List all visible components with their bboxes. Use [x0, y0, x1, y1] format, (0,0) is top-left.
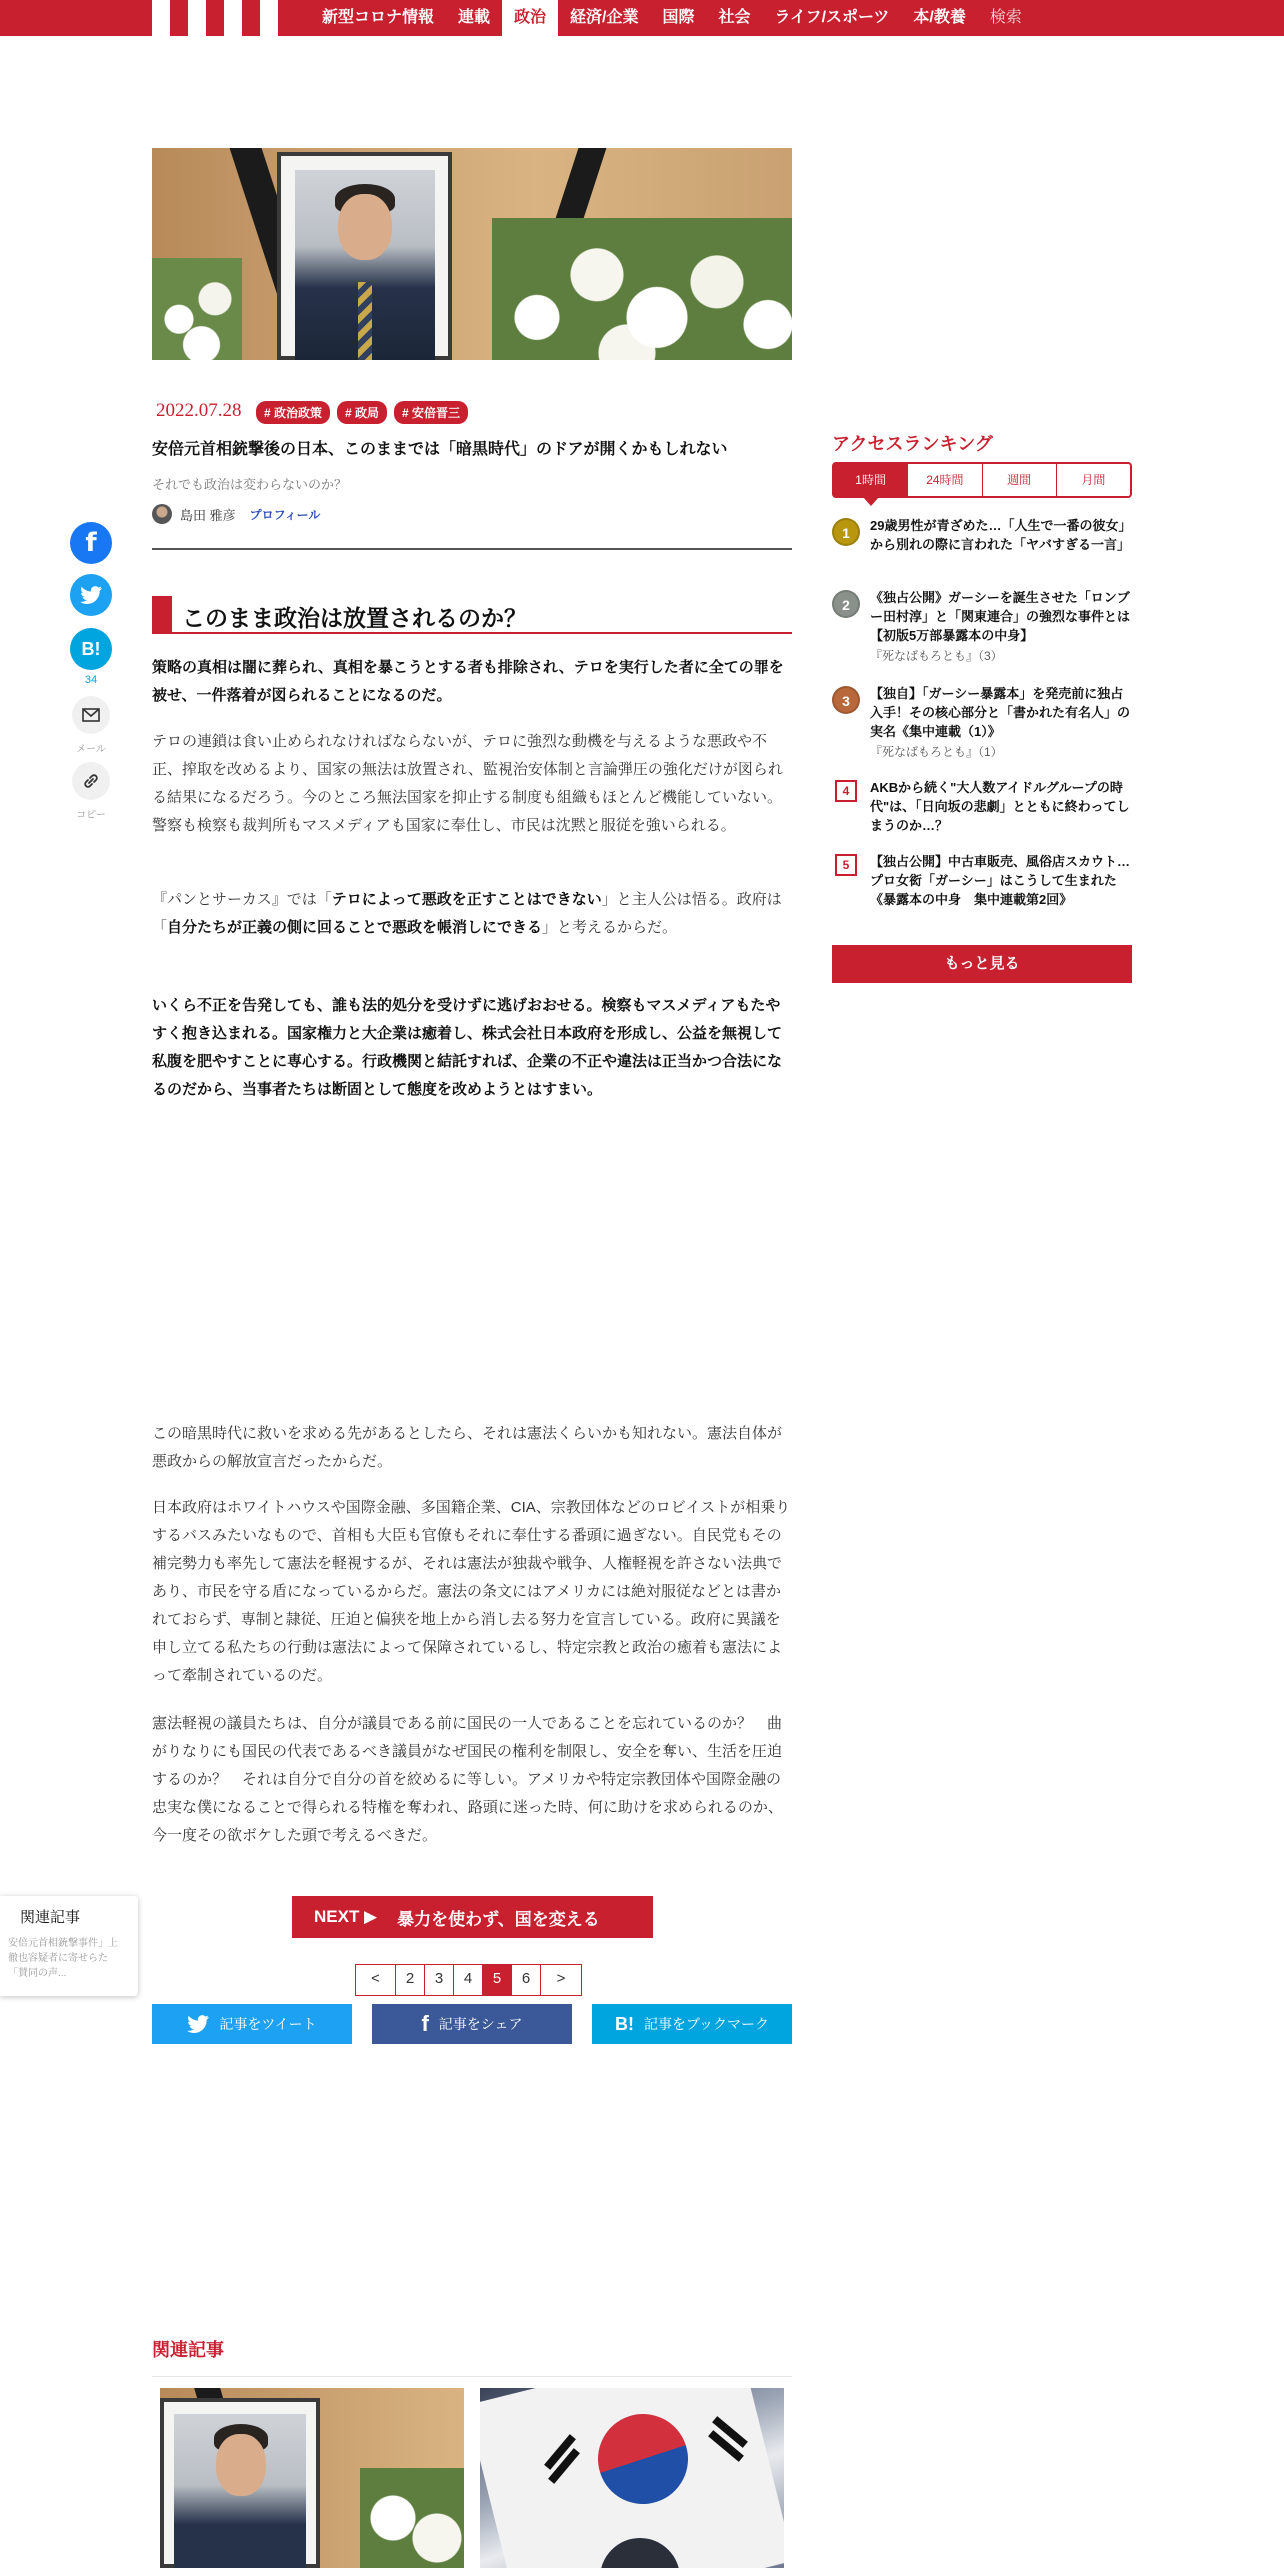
- article-date: 2022.07.28: [156, 400, 242, 421]
- nav-item-society[interactable]: 社会: [718, 9, 751, 26]
- rank-badge: 5: [835, 854, 857, 876]
- nav-item-politics[interactable]: 政治: [502, 0, 558, 36]
- next-label: NEXT ▶: [314, 1907, 378, 1926]
- ranking-title: 【独自】「ガーシー暴露本」を発売前に独占入手！その核心部分と「書かれた有名人」の実名《集中連載（1）》 『死なばもろとも』（1）: [870, 684, 1132, 762]
- nav-item-series[interactable]: 連載: [458, 9, 491, 26]
- ranking-source: 『死なばもろとも』（3）: [870, 649, 1003, 663]
- pager-page-4[interactable]: 4: [454, 1965, 483, 1995]
- nav-menu: [310, 0, 1034, 36]
- related-article-image-2[interactable]: [480, 2388, 784, 2568]
- author-line: [152, 504, 320, 524]
- paragraph-3: 『パンとサーカス』では「テロによって悪政を正すことはできない」と主人公は悟る。政府は「自分たちが正義の側に回ることで悪政を帳消しにできる」と考えるからだ。: [152, 891, 782, 936]
- paragraph-1: 策略の真相は闇に葬られ、真相を暴こうとする者も排除され、テロを実行した者に全ての罪を被せ、一件落着が図られることになるのだ。: [152, 659, 784, 704]
- nav-item-life-sports[interactable]: ライフ/スポーツ: [774, 9, 890, 26]
- ranking-tab-24hours[interactable]: 24時間: [908, 464, 982, 496]
- paragraph-6: 日本政府はホワイトハウスや国際金融、多国籍企業、CIA、宗教団体などのロビイストが相乗りするバスみたいなもので、首相も大臣も官僚もそれに奉仕する番頭に過ぎない。自民党もその補完勢力も率先して憲法を軽視するが、それは憲法が独裁や戦争、人権軽視を許さない法典であり、市民を守る盾になっているからだ。憲法の条文にはアメリカには絶対服従などとは書かれておらず、専制と隷従、圧迫と偏狭を地上から消し去る努力を宣言している。政府に異議を申し立てる私たちの行動は憲法によって保障されているし、特定宗教と政治の癒着も憲法によって牽制されているのだ。: [152, 1499, 791, 1684]
- related-divider: [152, 2376, 792, 2377]
- tweet-button[interactable]: [152, 2004, 352, 2044]
- ranking-title: 《独占公開》ガーシーを誕生させた「ロンブー田村淳」と「関東連合」の強烈な事件とは【初版5万部暴露本の中身】 『死なばもろとも』（3）: [870, 588, 1132, 666]
- section-heading-text: このまま政治は放置されるのか？: [182, 605, 527, 631]
- next-page-button[interactable]: [292, 1896, 653, 1938]
- article-title: 安倍元首相銃撃後の日本、このままでは「暗黒時代」のドアが開くかもしれない: [152, 441, 728, 458]
- nav-item-international[interactable]: 国際: [662, 9, 695, 26]
- author-name: 島田 雅彦: [180, 507, 236, 523]
- related-article-image-1[interactable]: [160, 2388, 464, 2568]
- ranking-tab-monthly[interactable]: 月間: [1081, 473, 1106, 487]
- site-logo[interactable]: [152, 0, 290, 36]
- related-float-card[interactable]: [0, 1896, 138, 1996]
- hatena-count: 34: [84, 674, 98, 686]
- hatena-bookmark-icon[interactable]: B!: [70, 628, 112, 670]
- pager-page-5-current[interactable]: 5: [483, 1965, 512, 1995]
- paragraph-4: いくら不正を告発しても、誰も法的処分を受けずに逃げおおせる。検察もマスメディアもたやすく抱き込まれる。国家権力と大企業は癒着し、株式会社日本政府を形成し、公益を無視して私腹を肥やすことに専心する。行政機関と結託すれば、企業の不正や違法は正当かつ合法になるのだから、当事者たちは断固として態度を改めようとはすまい。: [152, 997, 783, 1098]
- tag-abe[interactable]: # 安倍晋三: [394, 401, 468, 424]
- author-avatar: [152, 504, 172, 524]
- pager-page-2[interactable]: 2: [396, 1965, 425, 1995]
- rank-badge: 1: [832, 518, 860, 546]
- portrait-frame: [277, 152, 452, 360]
- ranking-tab-weekly[interactable]: 週間: [983, 464, 1057, 496]
- next-title: 暴力を使わず、国を変える: [397, 1909, 600, 1929]
- related-heading: 関連記事: [152, 2340, 224, 2360]
- paragraph-2: テロの連鎖は食い止められなければならないが、テロに強烈な動機を与えるような悪政や不正、搾取を改めるより、国家の無法は放置され、監視治安体制と言論弾圧の強化だけが図られる結果になるだろう。今のところ無法国家を抑止する制度も組織もほとんど機能していない。警察も検察も裁判所もマスメディアも国家に奉仕し、市民は沈黙と服従を強いられる。: [152, 733, 783, 834]
- ranking-tab-1hour[interactable]: 1時間: [834, 464, 908, 496]
- ranking-title: AKBから続く"大人数アイドルグループの時代"は、「日向坂の悲劇」とともに終わってしまうのか…？: [870, 780, 1130, 833]
- nav-item-books[interactable]: 本/教養: [913, 9, 966, 26]
- divider: [152, 548, 792, 550]
- pager-page-3[interactable]: 3: [425, 1965, 454, 1995]
- ranking-title: 【独占公開】中古車販売、風俗店スカウト…プロ女衒「ガーシー」はこうして生まれた《暴露本の中身 集中連載第2回》: [870, 854, 1131, 907]
- ranking-source: 『死なばもろとも』（1）: [870, 745, 1003, 759]
- facebook-icon: f: [421, 2011, 429, 2036]
- mail-icon[interactable]: [72, 696, 110, 734]
- hatena-icon: B!: [614, 2013, 634, 2034]
- pager-prev[interactable]: <: [356, 1965, 396, 1995]
- flowers-right: [492, 218, 792, 360]
- pager-next[interactable]: >: [556, 1970, 566, 1987]
- share-label: 記事をシェア: [438, 2016, 523, 2032]
- rank-badge: 4: [835, 780, 857, 802]
- rank-badge: 3: [832, 686, 860, 714]
- pager-page-6[interactable]: 6: [512, 1965, 541, 1995]
- pagination: [355, 1964, 582, 1996]
- twitter-share-icon[interactable]: [70, 574, 112, 616]
- flowers-left: [152, 258, 242, 360]
- copy-label: コピー: [76, 810, 106, 821]
- mail-label: メール: [76, 744, 106, 755]
- top-nav: [0, 0, 1284, 36]
- facebook-share-button[interactable]: [372, 2004, 572, 2044]
- profile-link[interactable]: プロフィール: [249, 507, 321, 522]
- paragraph-7: 憲法軽視の議員たちは、自分が議員である前に国民の一人であることを忘れているのか？ 曲がりなりにも国民の代表であるべき議員がなぜ国民の権利を制限し、安全を奪い、生活を圧迫するのか？ それは自分で自分の首を絞めるに等しい。アメリカや特定宗教団体や国際金融の忠実な僕になることで得られる特権を奪われ、路頭に迷った時、何に助けを求められるのか、今一度その欲ボケした頭で考えるべきだ。: [152, 1715, 783, 1844]
- nav-search[interactable]: 検索: [989, 9, 1022, 26]
- article-subtitle: それでも政治は変わらないのか？: [152, 477, 348, 492]
- nav-item-corona[interactable]: 新型コロナ情報: [322, 9, 435, 26]
- ranking-heading: アクセスランキング: [832, 434, 993, 454]
- tag-political-situation[interactable]: # 政局: [337, 401, 387, 424]
- ranking-tabs: [832, 462, 1132, 498]
- section-heading: [152, 596, 792, 634]
- link-copy-icon[interactable]: [72, 762, 110, 800]
- related-float-text: 安倍元首相銃撃事件」上徹也容疑者に寄せらた「賛同の声...: [8, 1938, 118, 1979]
- portrait-photo: [295, 170, 435, 360]
- ranking-more-button[interactable]: もっと見る: [832, 945, 1132, 983]
- rank-badge: 2: [832, 590, 860, 618]
- bookmark-button[interactable]: [592, 2004, 792, 2044]
- tag-policy[interactable]: # 政治政策: [256, 401, 330, 424]
- related-float-title: 関連記事: [20, 1909, 81, 1926]
- twitter-icon: [187, 2015, 209, 2033]
- ranking-title: 29歳男性が青ざめた…「人生で一番の彼女」から別れの際に言われた「ヤバすぎる一言」: [870, 518, 1132, 552]
- bookmark-label: 記事をブックマーク: [643, 2016, 770, 2032]
- nav-item-economy[interactable]: 経済/企業: [570, 9, 639, 26]
- paragraph-5: この暗黒時代に救いを求める先があるとしたら、それは憲法くらいかも知れない。憲法自体が悪政からの解放宣言だったからだ。: [152, 1425, 783, 1470]
- article-tags: [256, 401, 468, 424]
- tweet-label: 記事をツイート: [219, 2016, 317, 2032]
- hero-image: [152, 148, 792, 360]
- facebook-share-icon[interactable]: f: [70, 522, 112, 564]
